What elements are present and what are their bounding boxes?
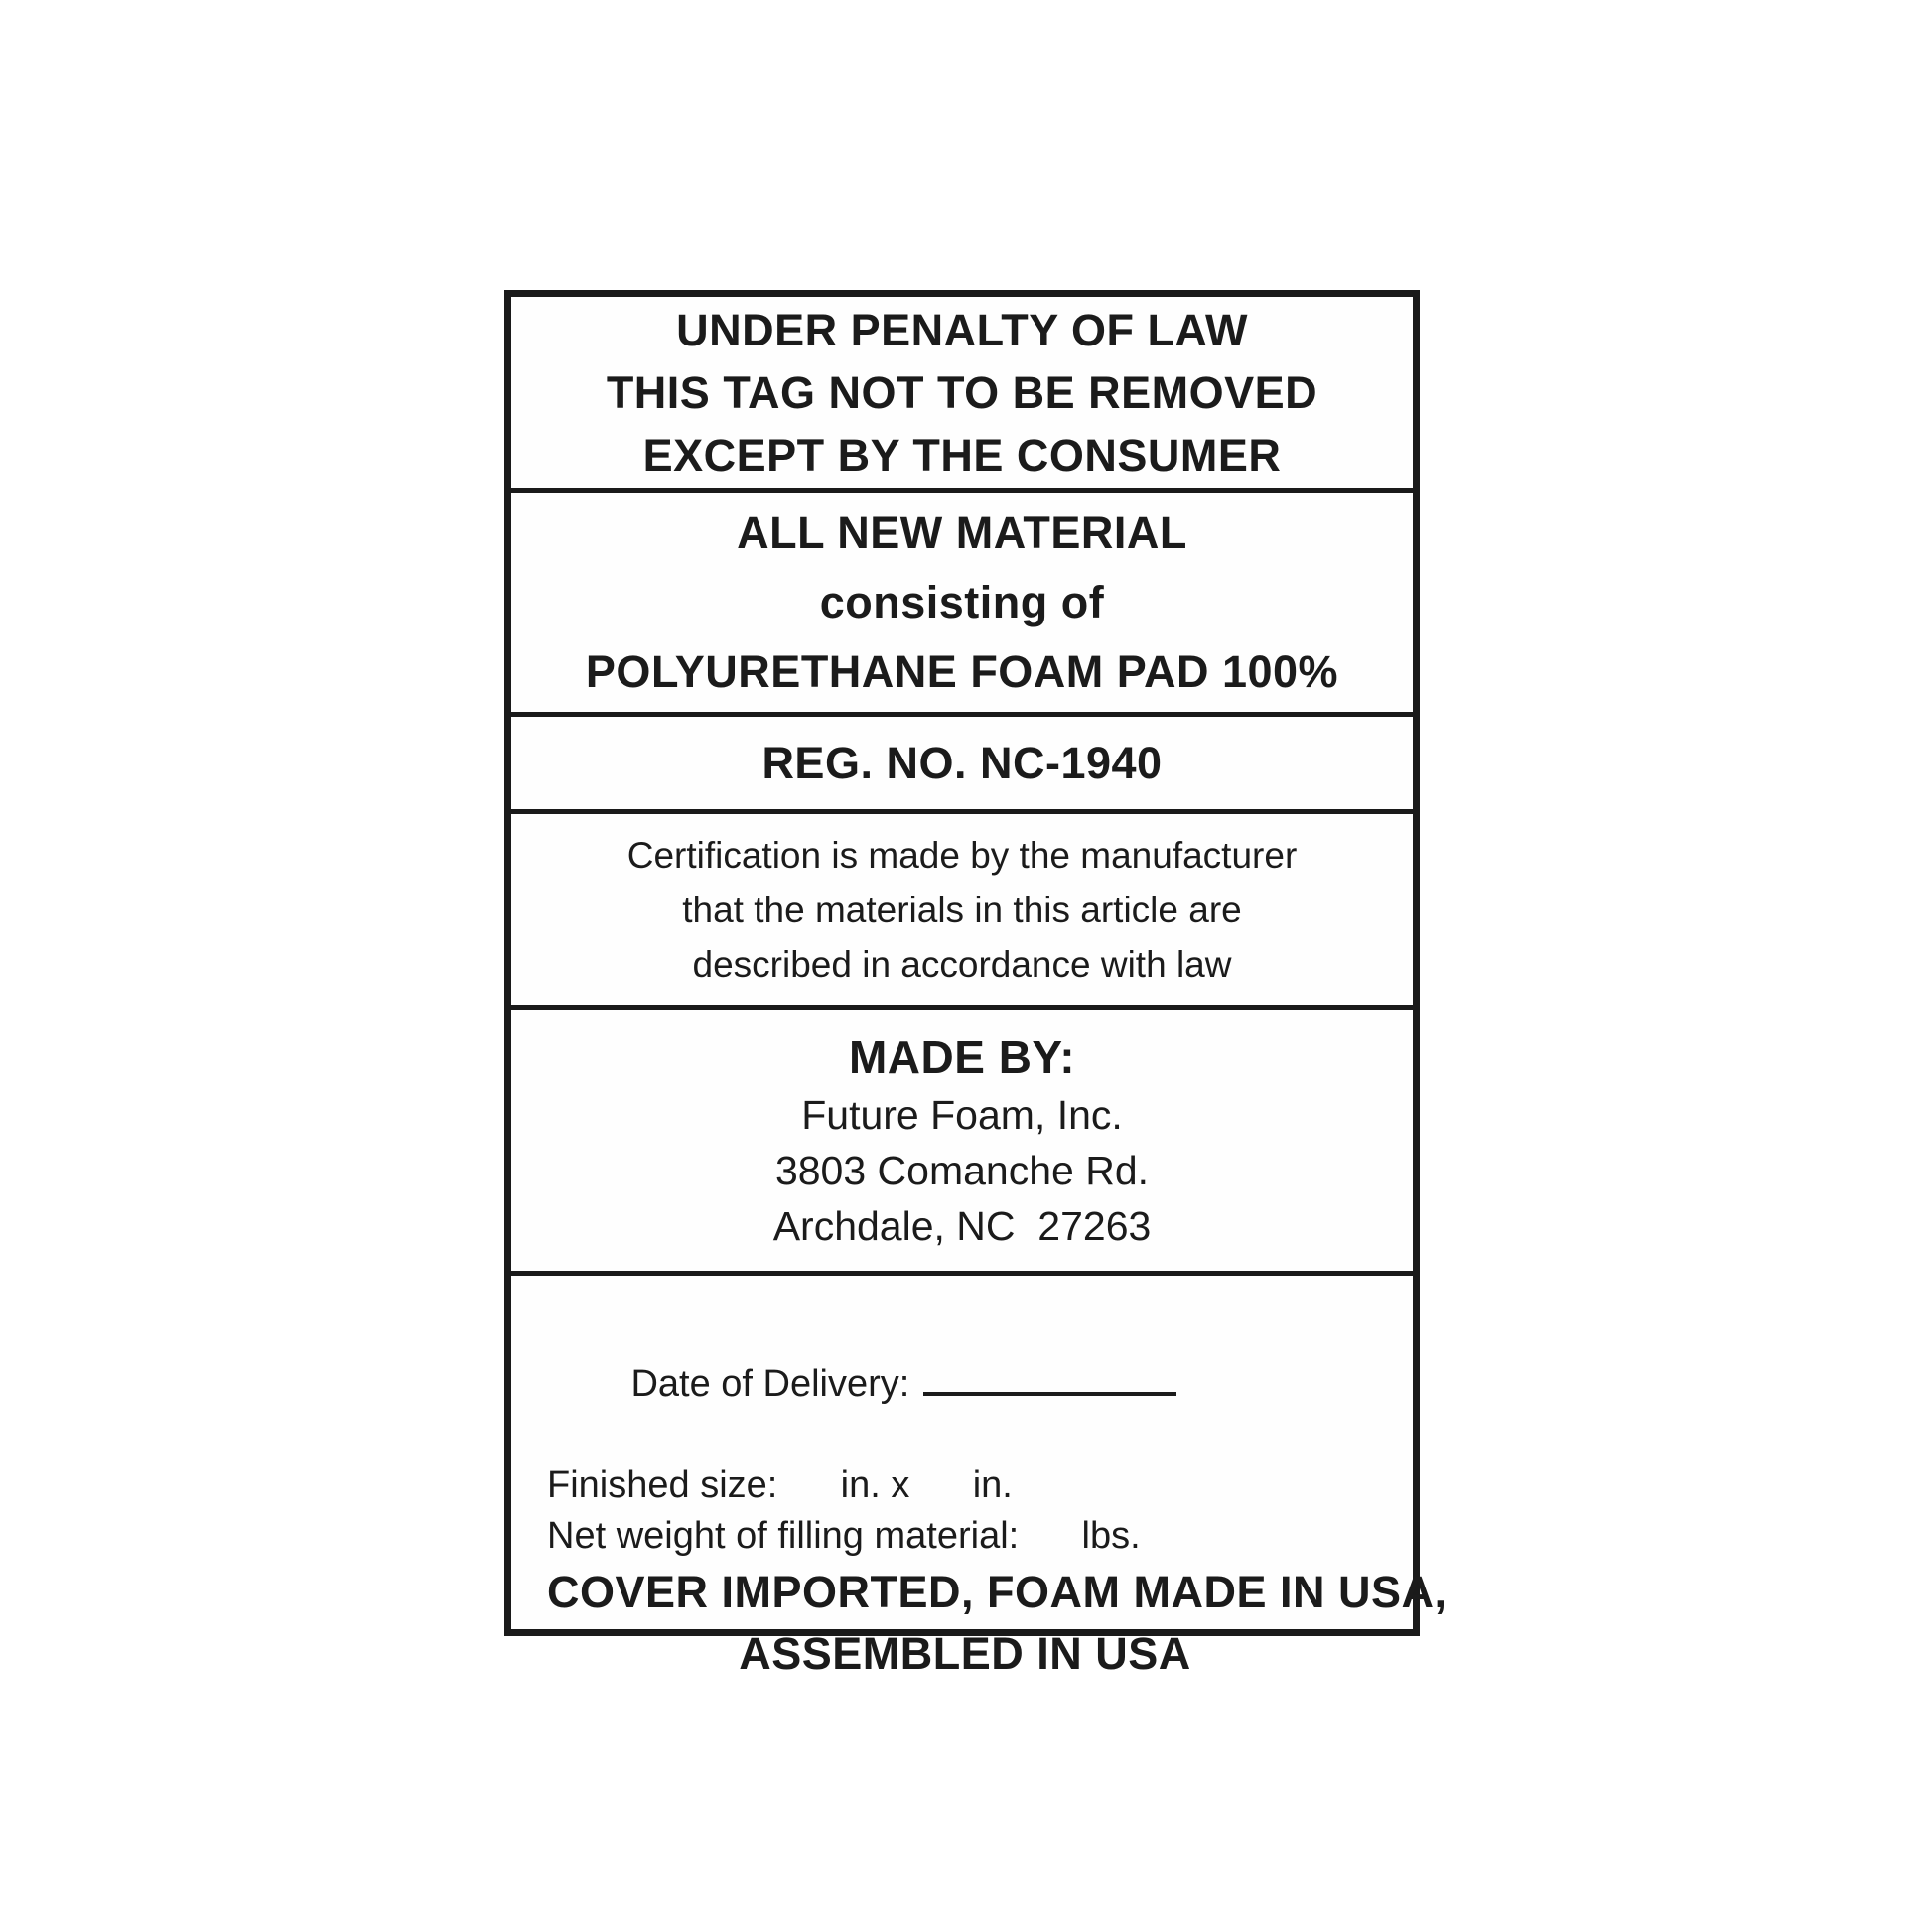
registration-number: REG. NO. NC-1940 (761, 737, 1163, 788)
certification-line-1: Certification is made by the manufacturer (626, 834, 1298, 876)
origin-statement (547, 1562, 1448, 1685)
date-of-delivery-blank (923, 1358, 1176, 1396)
certification-line-3: described in accordance with law (692, 943, 1232, 985)
material-line-2: consisting of (819, 577, 1105, 627)
made-by-section (511, 1010, 1413, 1276)
material-line-1: ALL NEW MATERIAL (737, 507, 1187, 558)
origin-line-1: COVER IMPORTED, FOAM MADE IN USA, (547, 1567, 1448, 1617)
registration-number-section (511, 717, 1413, 814)
origin-line-2: ASSEMBLED IN USA (739, 1628, 1191, 1679)
manufacturer-city-state-zip: Archdale, NC 27263 (772, 1202, 1152, 1249)
manufacturer-street: 3803 Comanche Rd. (774, 1147, 1150, 1193)
date-of-delivery-label: Date of Delivery: (630, 1363, 910, 1405)
law-label-tag (504, 290, 1448, 1679)
material-section (511, 493, 1413, 717)
net-weight-row: Net weight of filling material: lbs. (547, 1515, 1141, 1557)
penalty-line-3: EXCEPT BY THE CONSUMER (642, 430, 1282, 481)
manufacturer-name: Future Foam, Inc. (801, 1091, 1123, 1138)
date-of-delivery-row (547, 1308, 1383, 1460)
penalty-line-2: THIS TAG NOT TO BE REMOVED (606, 367, 1318, 418)
material-line-3: POLYURETHANE FOAM PAD 100% (585, 646, 1339, 697)
certification-section (511, 814, 1413, 1010)
certification-line-2: that the materials in this article are (682, 889, 1242, 930)
penalty-line-1: UNDER PENALTY OF LAW (676, 305, 1248, 355)
penalty-section (511, 297, 1413, 493)
finished-size-row: Finished size: in. x in. (547, 1464, 1013, 1506)
details-section (511, 1276, 1448, 1707)
made-by-heading: MADE BY: (848, 1031, 1076, 1083)
